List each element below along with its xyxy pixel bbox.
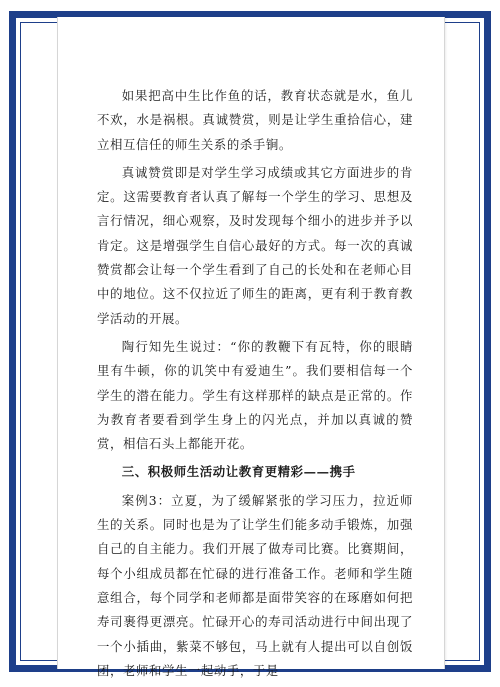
section-heading: 三、积极师生活动让教育更精彩——携手 (121, 464, 356, 480)
paragraph-2: 真诚赞赏即是对学生学习成绩或其它方面进步的肯定。这需要教育者认真了解每一个学生的学习、思想及言行情况，细心观察，及时发现每个细小的进步并予以肯定。这是增强学生自信心最好的方式。每一次的真诚赞赏都会让每一个学生看到了自己的长处和在老师心目中的地位。这不仅拉近了师生的距离，更有利于教育教学活动的开展。 (97, 164, 413, 326)
paragraph-1: 如果把高中生比作鱼的话，教育状态就是水，鱼儿不欢，水是祸根。真诚赞赏，则是让学生重拾信心，建立相互信任的师生关系的杀手锏。 (97, 88, 413, 152)
paragraph-3: 陶行知先生说过：“你的教鞭下有瓦特，你的眼睛里有牛顿，你的讥笑中有爱迪生”。我们要相信每一个学生的潜在能力。学生有这样那样的缺点是正常的。作为教育者要看到学生身上的闪光点，并加以真诚的赞赏，相信石头上都能开花。 (97, 338, 413, 452)
paragraph-4: 案例3：立夏，为了缓解紧张的学习压力，拉近师生的关系。同时也是为了让学生们能多动手锻炼，加强自己的自主能力。我们开展了做寿司比赛。比赛期间，每个小组成员都在忙碌的进行准备工作。老师和学生随意组合，每个同学和老师都是面带笑容的在琢磨如何把寿司裹得更漂亮。忙碌开心的寿司活动进行中间出现了一个小插曲，紫菜不够包，马上就有人提出可以自创饭团，老师和学生一起动手，于是 (97, 492, 413, 678)
document-body (97, 86, 413, 687)
